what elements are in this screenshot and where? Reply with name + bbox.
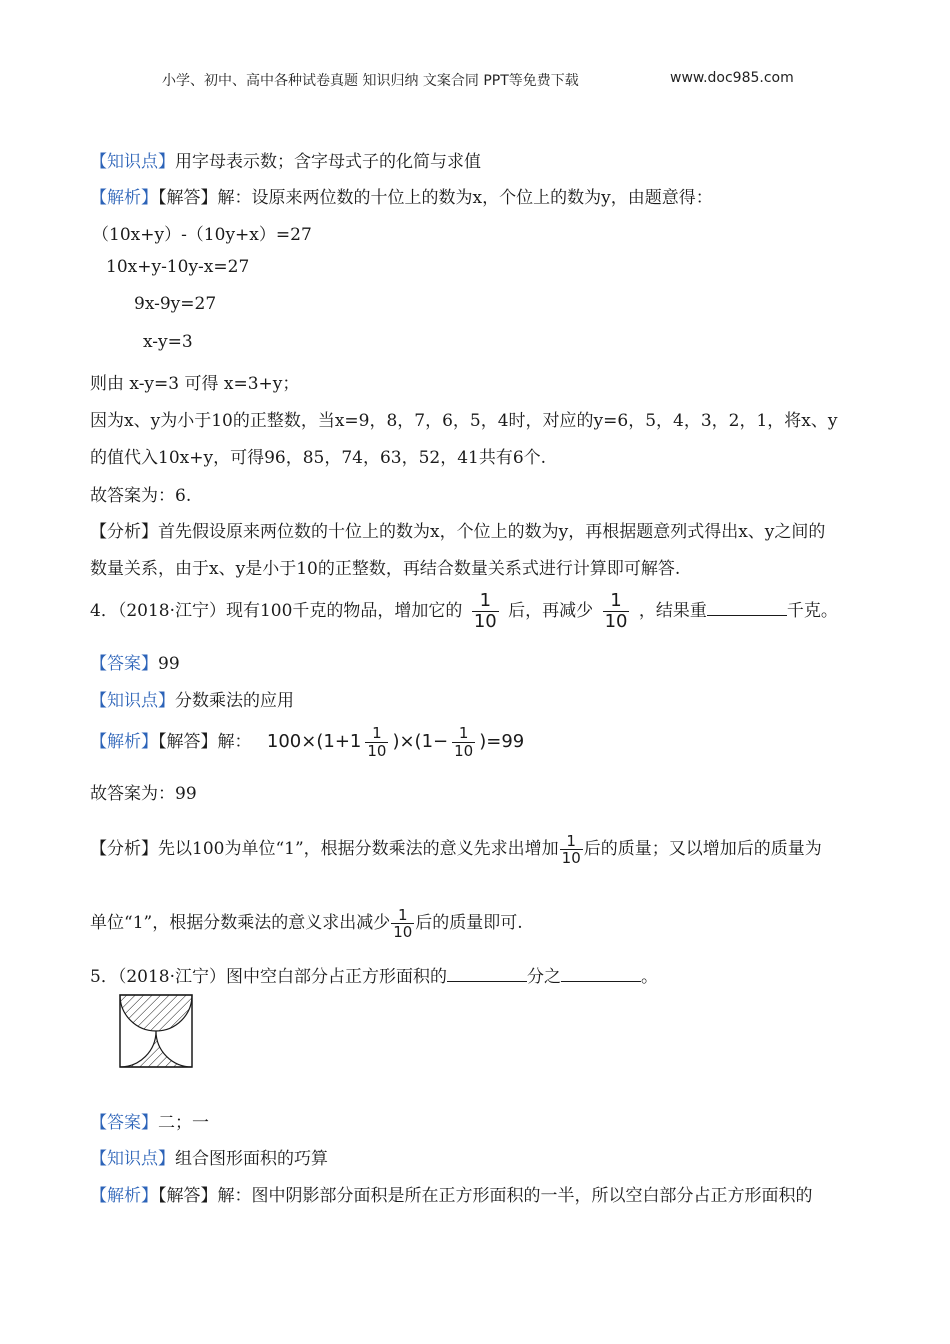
q5-blank-2[interactable] xyxy=(561,965,641,982)
q4-mid: 后，再减少 xyxy=(508,601,594,621)
q4-fenxi-2a: 单位“1”，根据分数乘法的意义求出减少 xyxy=(90,913,391,933)
q5-figure xyxy=(119,994,193,1068)
q4-suffix-b: 千克。 xyxy=(786,601,838,621)
q5-answer-line xyxy=(90,1108,209,1133)
answer-label: 【答案】 xyxy=(90,654,158,674)
q3-knowledge: 用字母表示数；含字母式子的化简与求值 xyxy=(175,152,481,172)
q4-fenxi-line1 xyxy=(90,826,822,872)
q5-answer: 二；一 xyxy=(158,1113,209,1133)
q3-eq2: 10x+y-10y-x=27 xyxy=(106,257,250,277)
q4-knowledge-line xyxy=(90,686,294,711)
q3-solve-line xyxy=(90,183,713,208)
q5-knowledge-line xyxy=(90,1144,328,1169)
q4-frac2-num: 1 xyxy=(610,590,622,612)
q4-solve-line xyxy=(90,718,524,766)
q5-prefix: 5．（2018·江宁）图中空白部分占正方形面积的 xyxy=(90,967,447,987)
answer-tag: 【解答】 xyxy=(158,732,218,752)
q4-fenxi-line2 xyxy=(90,900,523,946)
q4-expr-frac-1 xyxy=(365,725,388,759)
q4-question xyxy=(90,588,838,634)
q4-fenxi-frac1-den: 10 xyxy=(561,849,581,867)
q5-suffix: 。 xyxy=(640,967,658,987)
analysis-tag: 【解析】 xyxy=(90,732,158,752)
q4-fenxi-frac2-den: 10 xyxy=(393,923,413,941)
q4-fenxi-frac1-num: 1 xyxy=(566,831,576,850)
q3-solve-intro: 解：设原来两位数的十位上的数为x，个位上的数为y，由题意得： xyxy=(217,188,713,208)
q4-expr-frac2-num: 1 xyxy=(458,724,469,742)
q4-fenxi-1b: 后的质量；又以增加后的质量为 xyxy=(583,839,822,859)
q4-fenxi-1a: 先以100为单位“1”，根据分数乘法的意义先求出增加 xyxy=(158,839,559,859)
q4-knowledge: 分数乘法的应用 xyxy=(175,691,294,711)
q4-expr-a: 100×(1+1 xyxy=(266,731,362,752)
q4-suffix-a: ，结果重 xyxy=(638,601,707,621)
q3-knowledge-line xyxy=(90,147,481,172)
q3-eq1: （10x+y）-（10y+x）=27 xyxy=(92,225,312,245)
q4-answer-blank[interactable] xyxy=(707,599,787,616)
q4-final: 故答案为：99 xyxy=(90,784,197,804)
q4-expr-c: )=99 xyxy=(479,731,525,752)
q4-fraction-2 xyxy=(603,591,630,632)
q3-final: 故答案为：6. xyxy=(90,486,192,506)
q5-blank-1[interactable] xyxy=(447,965,527,982)
q3-eq4: x-y=3 xyxy=(143,332,193,352)
fenxi-tag: 【分析】 xyxy=(90,839,158,859)
q4-expr-frac-2 xyxy=(452,725,475,759)
q5-question xyxy=(90,962,658,987)
q3-because: 因为x、y为小于10的正整数，当x=9，8，7，6，5，4时，对应的y=6，5，4，3，2，1，将x、y xyxy=(90,411,838,431)
analysis-tag: 【解析】 xyxy=(90,1186,158,1206)
q4-frac2-den: 10 xyxy=(604,611,628,632)
q4-expr-frac1-den: 10 xyxy=(367,741,387,760)
q4-solve-label: 解： xyxy=(217,732,252,752)
answer-tag: 【解答】 xyxy=(158,188,218,208)
q3-fenxi-1: 首先假设原来两位数的十位上的数为x，个位上的数为y，再根据题意列式得出x、y之间的 xyxy=(158,522,826,542)
q3-then: 则由 x-y=3 可得 x=3+y； xyxy=(90,374,300,394)
q4-fenxi-frac2-num: 1 xyxy=(397,905,408,924)
q4-expr xyxy=(266,724,525,760)
q4-answer: 99 xyxy=(158,654,180,674)
q4-fenxi-frac-2 xyxy=(391,907,414,941)
q5-mid: 分之 xyxy=(526,967,561,987)
q4-fenxi-frac-1 xyxy=(560,833,583,867)
knowledge-tag: 【知识点】 xyxy=(90,691,175,711)
q3-values: 的值代入10x+y，可得96，85，74，63，52，41共有6个. xyxy=(90,448,547,468)
knowledge-tag: 【知识点】 xyxy=(90,152,175,172)
analysis-tag: 【解析】 xyxy=(90,188,158,208)
q4-expr-b: )×(1− xyxy=(392,731,449,752)
q4-fenxi-2b: 后的质量即可. xyxy=(415,913,523,933)
q4-fraction-1 xyxy=(472,591,499,632)
header-left: 小学、初中、高中各种试卷真题 知识归纳 文案合同 PPT等免费下载 xyxy=(162,73,579,89)
answer-label: 【答案】 xyxy=(90,1113,158,1133)
q4-expr-frac2-den: 10 xyxy=(454,741,474,760)
q5-solve: 解：图中阴影部分面积是所在正方形面积的一半，所以空白部分占正方形面积的 xyxy=(217,1186,813,1206)
q4-prefix: 4．（2018·江宁）现有100千克的物品，增加它的 xyxy=(90,601,463,621)
knowledge-tag: 【知识点】 xyxy=(90,1149,175,1169)
answer-tag: 【解答】 xyxy=(158,1186,218,1206)
q5-solve-line xyxy=(90,1181,813,1206)
q3-fenxi-2: 数量关系，由于x、y是小于10的正整数，再结合数量关系式进行计算即可解答. xyxy=(90,559,681,579)
q4-answer-line xyxy=(90,649,180,674)
fenxi-tag: 【分析】 xyxy=(90,522,158,542)
q3-fenxi-line1 xyxy=(90,517,825,542)
q3-eq3: 9x-9y=27 xyxy=(134,294,217,314)
q4-frac1-num: 1 xyxy=(479,590,492,612)
q5-knowledge: 组合图形面积的巧算 xyxy=(175,1149,328,1169)
q4-expr-frac1-num: 1 xyxy=(372,724,382,742)
header-right-url[interactable]: www.doc985.com xyxy=(670,70,794,86)
q4-frac1-den: 10 xyxy=(473,611,497,632)
